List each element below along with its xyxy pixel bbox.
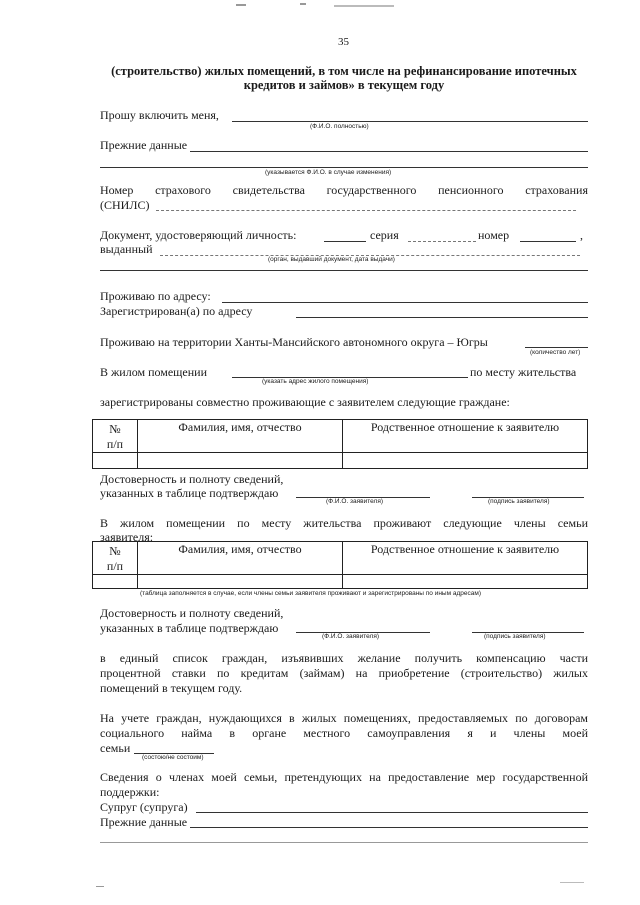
scan-speck <box>560 882 584 883</box>
prev-data2-field-2[interactable] <box>100 842 588 843</box>
snils-field[interactable] <box>156 210 576 211</box>
scan-speck <box>96 886 104 887</box>
scan-speck <box>334 5 394 7</box>
prev-data-field[interactable] <box>190 151 588 152</box>
comma: , <box>580 228 583 242</box>
table-header-num: № п/п <box>93 420 138 453</box>
table-row[interactable] <box>93 575 588 589</box>
table2-hint: (таблица заполняется в случае, если члены семьи заявителя проживают и зарегистрированы по иным адресам) <box>140 590 482 597</box>
fio-hint: (Ф.И.О. полностью) <box>310 123 369 130</box>
by-residence-label: по месту жительства <box>470 365 577 379</box>
residents-table <box>92 419 588 469</box>
snils-line-1: Номер страхового свидетельства государственного пенсионного страхования <box>100 183 588 197</box>
queue-line-1: На учете граждан, нуждающихся в жилых помещениях, предоставляемых по договорам <box>100 711 588 725</box>
family-line-2: заявителя: <box>100 530 154 544</box>
series-label: серия <box>370 228 399 242</box>
years-hint: (количество лет) <box>530 349 581 356</box>
series-field[interactable] <box>408 241 476 242</box>
prev-data-label: Прежние данные <box>100 138 188 152</box>
address-hint: (указать адрес жилого помещения) <box>262 378 369 385</box>
prev-data2-label: Прежние данные <box>100 815 188 829</box>
fio-change-hint: (указывается Ф.И.О. в случае изменения) <box>265 169 392 176</box>
years-field[interactable] <box>525 347 588 348</box>
family-table <box>92 541 588 589</box>
number-label: номер <box>478 228 510 242</box>
scan-speck <box>236 4 246 6</box>
confirm1-line-2: указанных в таблице подтверждаю <box>100 486 279 500</box>
scan-speck <box>300 3 306 5</box>
confirm2-line-2: указанных в таблице подтверждаю <box>100 621 279 635</box>
issued-field-2[interactable] <box>100 270 588 271</box>
live-at-label: Проживаю по адресу: <box>100 289 211 303</box>
title-line-1: (строительство) жилых помещений, в том числе на рефинансирование ипотечных <box>111 64 577 78</box>
registered-at-field[interactable] <box>296 317 588 318</box>
queue-line-3: семьи <box>100 741 131 755</box>
list-line-2: процентной ставки по кредитам (займам) на приобретение (строительство) жилых <box>100 666 588 680</box>
prev-data2-field[interactable] <box>190 827 588 828</box>
fio-field[interactable] <box>232 121 588 122</box>
include-me-label: Прошу включить меня, <box>100 108 219 122</box>
applicant-sign-hint-2: (подпись заявителя) <box>484 633 546 640</box>
queue-line-2: социального найма в органе местного самоуправления я и члены моей <box>100 726 588 740</box>
confirm1-line-1: Достоверность и полноту сведений, <box>100 472 284 486</box>
spouse-field[interactable] <box>196 812 588 813</box>
page-number: 35 <box>338 36 349 48</box>
table-header-num: № п/п <box>93 542 138 575</box>
applicant-sign-hint-1: (подпись заявителя) <box>488 498 550 505</box>
issued-label: выданный <box>100 242 153 256</box>
table-header-name: Фамилия, имя, отчество <box>138 542 343 575</box>
doc-type-field[interactable] <box>324 241 366 242</box>
number-field[interactable] <box>520 241 576 242</box>
registered-at-label: Зарегистрирован(а) по адресу <box>100 304 253 318</box>
doc-label: Документ, удостоверяющий личность: <box>100 228 297 242</box>
members-line-2: поддержки: <box>100 785 160 799</box>
live-at-field[interactable] <box>222 302 588 303</box>
registered-together-label: зарегистрированы совместно проживающие с заявителем следующие граждане: <box>100 395 510 409</box>
state-hint: (состою/не состоим) <box>142 754 204 761</box>
applicant-fio-hint-1: (Ф.И.О. заявителя) <box>326 498 384 505</box>
list-line-3: помещений в текущем году. <box>100 681 243 695</box>
list-line-1: в единый список граждан, изъявивших желание получить компенсацию части <box>100 651 588 665</box>
table-header-name: Фамилия, имя, отчество <box>138 420 343 453</box>
title-line-2: кредитов и займов» в текущем году <box>243 78 445 92</box>
issued-hint: (орган, выдавший документ, дата выдачи) <box>268 256 395 263</box>
in-premises-label: В жилом помещении <box>100 365 208 379</box>
applicant-fio-hint-2: (Ф.И.О. заявителя) <box>322 633 380 640</box>
khmao-label: Проживаю на территории Ханты-Мансийского автономного округа – Югры <box>100 335 488 349</box>
confirm2-line-1: Достоверность и полноту сведений, <box>100 606 284 620</box>
prev-data-field-2[interactable] <box>100 167 588 168</box>
table-header-relation: Родственное отношение к заявителю <box>343 420 588 453</box>
spouse-label: Супруг (супруга) <box>100 800 188 814</box>
table-header-relation: Родственное отношение к заявителю <box>343 542 588 575</box>
snils-line-2: (СНИЛС) <box>100 198 150 212</box>
table-row[interactable] <box>93 453 588 469</box>
family-line-1: В жилом помещении по месту жительства проживают следующие члены семьи <box>100 516 588 530</box>
members-line-1: Сведения о членах моей семьи, претендующих на предоставление мер государственной <box>100 770 588 784</box>
